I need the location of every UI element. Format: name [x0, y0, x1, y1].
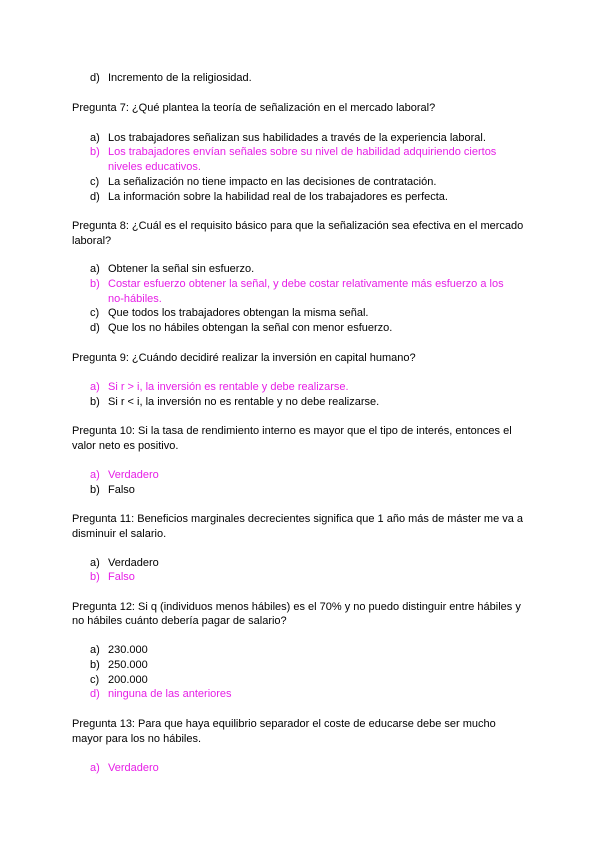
q6-option-d: d) Incremento de la religiosidad.	[90, 72, 252, 84]
q11-prompt-line1: Pregunta 11: Beneficios marginales decrecientes significa que 1 año más de máster me va a	[72, 513, 524, 525]
q8-option-d: d) Que los no hábiles obtengan la señal con menor esfuerzo.	[90, 322, 393, 334]
q8-prompt-line2: laboral?	[72, 235, 112, 247]
q7-option-b-correct: b) Los trabajadores envían señales sobre su nivel de habilidad adquiriendo ciertos	[90, 146, 497, 158]
q9-option-a-correct: a) Si r > i, la inversión es rentable y debe realizarse.	[90, 381, 349, 393]
q8-prompt-line1: Pregunta 8: ¿Cuál es el requisito básico para que la señalización sea efectiva en el mercado	[72, 220, 524, 232]
q12-option-b: b) 250.000	[90, 659, 148, 671]
q12-prompt-line2: no hábiles cuánto debería pagar de salario?	[72, 615, 287, 627]
q12-option-d-correct: d) ninguna de las anteriores	[90, 688, 232, 700]
q7-option-d: d) La información sobre la habilidad real de los trabajadores es perfecta.	[90, 191, 448, 203]
q10-prompt-line2: valor neto es positivo.	[72, 440, 179, 452]
q7-option-b-continuation: niveles educativos.	[108, 161, 201, 173]
q9-option-b: b) Si r < i, la inversión no es rentable y no debe realizarse.	[90, 396, 380, 408]
q10-option-b: b) Falso	[90, 484, 135, 496]
q8-option-a: a) Obtener la señal sin esfuerzo.	[90, 263, 255, 275]
q8-option-b-continuation: no-hábiles.	[108, 293, 162, 305]
q11-option-a: a) Verdadero	[90, 557, 159, 569]
q12-prompt-line1: Pregunta 12: Si q (individuos menos hábiles) es el 70% y no puedo distinguir entre hábiles y	[72, 601, 521, 613]
q10-option-a-correct: a) Verdadero	[90, 469, 159, 481]
q7-prompt: Pregunta 7: ¿Qué plantea la teoría de señalización en el mercado laboral?	[72, 102, 436, 114]
q8-option-b-correct: b) Costar esfuerzo obtener la señal, y debe costar relativamente más esfuerzo a los	[90, 278, 504, 290]
q10-prompt-line1: Pregunta 10: Si la tasa de rendimiento interno es mayor que el tipo de interés, entonces el	[72, 425, 512, 437]
q13-prompt-line2: mayor para los no hábiles.	[72, 733, 202, 745]
q7-option-c: c) La señalización no tiene impacto en las decisiones de contratación.	[90, 176, 437, 188]
q8-option-c: c) Que todos los trabajadores obtengan la misma señal.	[90, 307, 369, 319]
q7-option-a: a) Los trabajadores señalizan sus habilidades a través de la experiencia laboral.	[90, 132, 486, 144]
q12-option-a: a) 230.000	[90, 644, 148, 656]
q11-prompt-line2: disminuir el salario.	[72, 528, 167, 540]
q13-prompt-line1: Pregunta 13: Para que haya equilibrio separador el coste de educarse debe ser mucho	[72, 718, 496, 730]
q13-option-a-correct: a) Verdadero	[90, 762, 159, 774]
q12-option-c: c) 200.000	[90, 674, 148, 686]
q11-option-b-correct: b) Falso	[90, 571, 135, 583]
q9-prompt: Pregunta 9: ¿Cuándo decidiré realizar la inversión en capital humano?	[72, 352, 416, 364]
